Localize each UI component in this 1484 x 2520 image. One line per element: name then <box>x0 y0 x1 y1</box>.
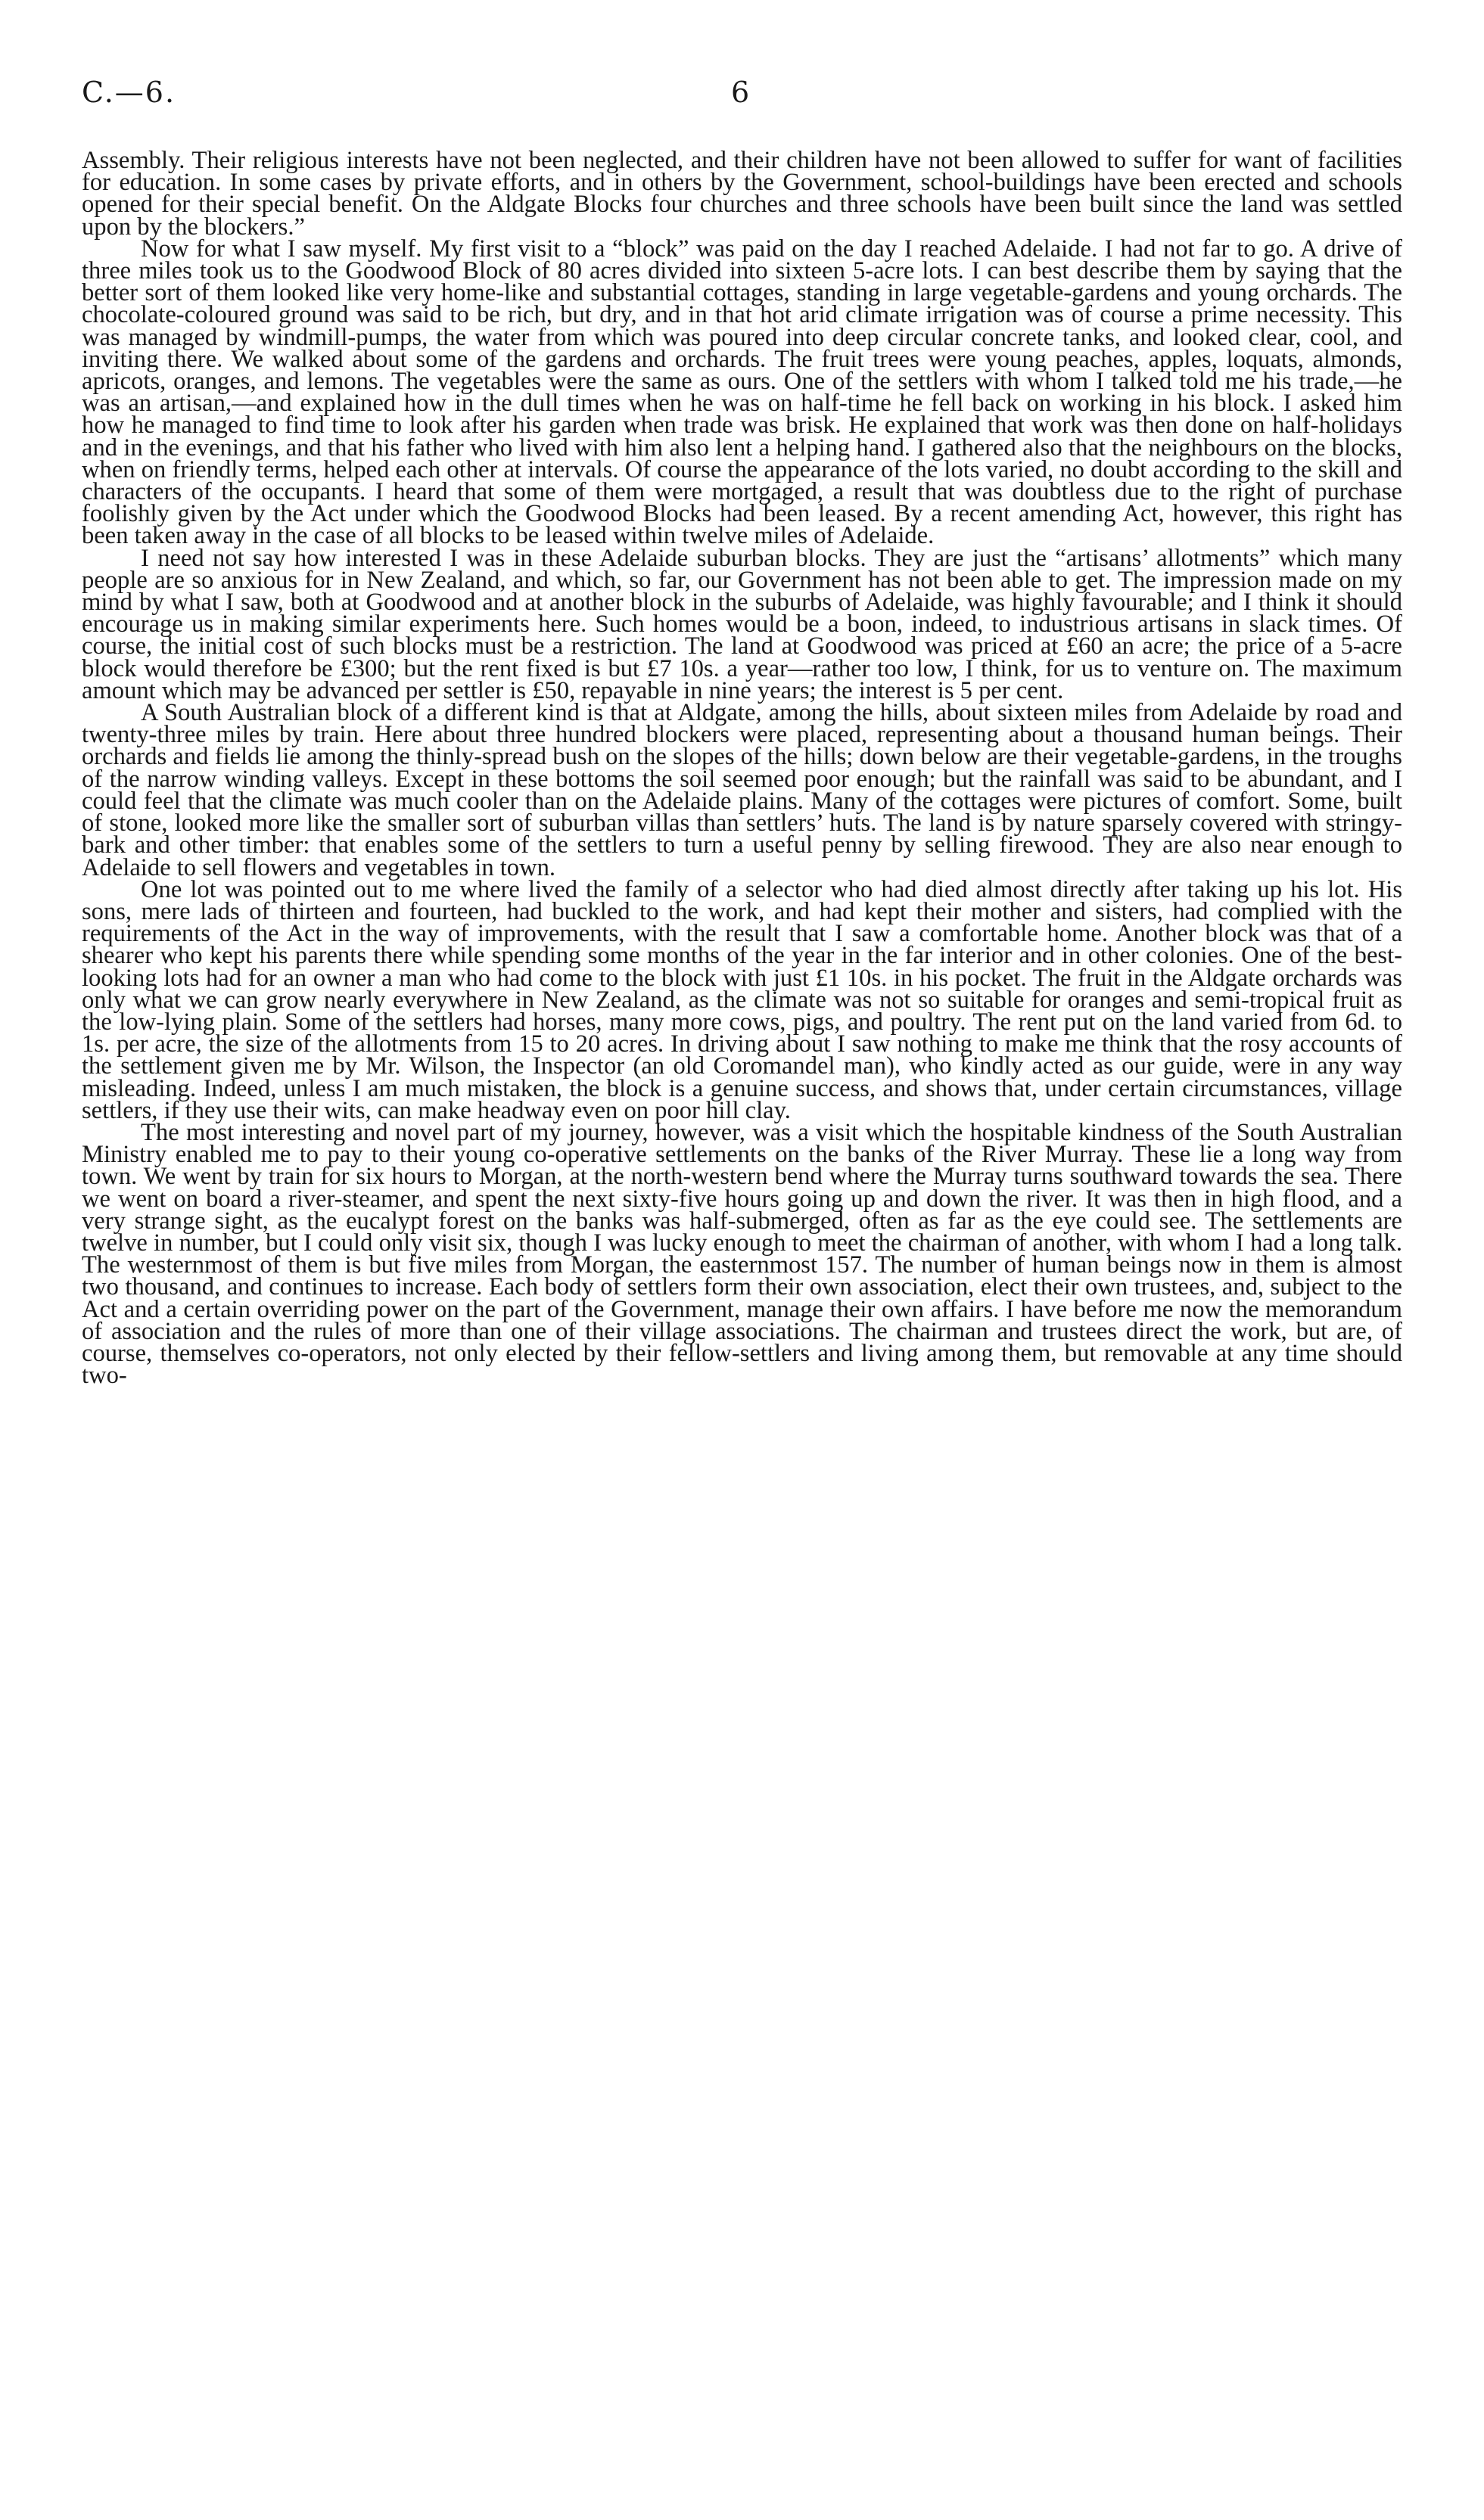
paragraph-aldgate-block: A South Australian block of a different kind is that at Aldgate, among the hills, about sixteen miles from Adelaide by road and twenty-three miles by train. Here about three hundred blockers were placed, representing about a thousand human beings. Their orchards and fields lie among the thinly-spread bush on the slopes of the hills; down below are their vegetable-gardens, in the troughs of the narrow winding valleys. Except in these bottoms the soil seemed poor enough; but the rainfall was said to be abundant, and I could feel that the climate was much cooler than on the Adelaide plains. Many of the cottages were pictures of comfort. Some, built of stone, looked more like the smaller sort of suburban villas than settlers’ huts. The land is by nature sparsely covered with stringy-bark and other timber: that enables some of the settlers to turn a useful penny by selling firewood. They are also near enough to Adelaide to sell flowers and vegetables in town. <box>82 699 1402 881</box>
paragraph-adelaide-blocks: I need not say how interested I was in these Adelaide suburban blocks. They are just the “artisans’ allotments” which many people are so anxious for in New Zealand, and which, so far, our Government has not been able to get. The impression made on my mind by what I saw, both at Goodwood and at another block in the suburbs of Adelaide, was highly favourable; and I think it should encourage us in making similar experiments here. Such homes would be a boon, indeed, to industrious artisans in slack times. Of course, the initial cost of such blocks must be a restriction. The land at Goodwood was priced at £60 an acre; the price of a 5-acre block would therefore be £300; but the rent fixed is but £7 10s. a year—rather too low, I think, for us to venture on. The maximum amount which may be advanced per settler is £50, repayable in nine years; the interest is 5 per cent. <box>82 544 1402 704</box>
paragraph-aldgate-lots: One lot was pointed out to me where lived the family of a selector who had died almost directly after taking up his lot. His sons, mere lads of thirteen and fourteen, had buckled to the work, and had kept their mother and sisters, had complied with the requirements of the Act in the way of improvements, with the result that I saw a comfortable home. Another block was that of a shearer who kept his parents there while spending some months of the year in the far interior and in other colonies. One of the best-looking lots had for an owner a man who had come to the block with just £1 10s. in his pocket. The fruit in the Aldgate orchards was only what we can grow nearly everywhere in New Zealand, as the climate was not so suitable for oranges and semi-tropical fruit as the low-lying plain. Some of the settlers had horses, many more cows, pigs, and poultry. The rent put on the land varied from 6d. to 1s. per acre, the size of the allotments from 15 to 20 acres. In driving about I saw nothing to make me think that the rosy accounts of the settlement given me by Mr. Wilson, the Inspector (an old Coromandel man), who kindly acted as our guide, were in any way misleading. Indeed, unless I am much mistaken, the block is a genuine success, and shows that, under certain circumstances, village settlers, if they use their wits, can make headway even on poor hill clay. <box>82 875 1402 1124</box>
page-number: 6 <box>731 76 750 109</box>
document-reference: C.—6. <box>82 76 176 109</box>
body-text <box>82 147 1402 1390</box>
page-header <box>82 76 1402 121</box>
paragraph-goodwood-visit: Now for what I saw myself. My first visit to a “block” was paid on the day I reached Adelaide. I had not far to go. A drive of three miles took us to the Goodwood Block of 80 acres divided into sixteen 5-acre lots. I can best describe them by saying that the better sort of them looked like very home-like and substantial cottages, standing in large vegetable-gardens and young orchards. The chocolate-coloured ground was said to be rich, but dry, and in that hot arid climate irrigation was of course a prime necessity. This was managed by windmill-pumps, the water from which was poured into deep circular concrete tanks, and looked clear, cool, and inviting there. We walked about some of the gardens and orchards. The fruit trees were young peaches, apples, loquats, almonds, apricots, oranges, and lemons. The vegetables were the same as ours. One of the settlers with whom I talked told me his trade,—he was an artisan,—and explained how in the dull times when he was on half-time he fell back on working in his block. I asked him how he managed to find time to look after his garden when trade was brisk. He explained that work was then done on half-holidays and in the evenings, and that his father who lived with him also lent a helping hand. I gathered also that the neighbours on the blocks, when on friendly terms, helped each other at intervals. Of course the appearance of the lots varied, no doubt according to the skill and characters of the occupants. I heard that some of them were mortgaged, a result that was doubtless due to the right of purchase foolishly given by the Act under which the Goodwood Blocks had been leased. By a recent amending Act, however, this right has been taken away in the case of all blocks to be leased within twelve miles of Adelaide. <box>82 235 1402 550</box>
paragraph-continuation: Assembly. Their religious interests have not been neglected, and their children have not been allowed to suffer for want of facilities for education. In some cases by private efforts, and in others by the Government, school-buildings have been erected and schools opened for their special benefit. On the Aldgate Blocks four churches and three schools have been built since the land was settled upon by the blockers.” <box>82 147 1402 241</box>
paragraph-murray-settlements: The most interesting and novel part of my journey, however, was a visit which the hospitable kindness of the South Australian Ministry enabled me to pay to their young co-operative settlements on the banks of the River Murray. These lie a long way from town. We went by train for six hours to Morgan, at the north-western bend where the Murray turns southward towards the sea. There we went on board a river-steamer, and spent the next sixty-five hours going up and down the river. It was then in high flood, and a very strange sight, as the eucalypt forest on the banks was half-submerged, often as far as the eye could see. The settlements are twelve in number, but I could only visit six, though I was lucky enough to meet the chairman of another, with whom I had a long talk. The westernmost of them is but five miles from Morgan, the easternmost 157. The number of human beings now in them is almost two thousand, and continues to increase. Each body of settlers form their own association, elect their own trustees, and, subject to the Act and a certain overriding power on the part of the Government, manage their own affairs. I have before me now the memorandum of association and the rules of more than one of their village associations. The chairman and trustees direct the work, but are, of course, themselves co-operators, not only elected by their fellow-settlers and living among them, but removable at any time should two- <box>82 1118 1402 1390</box>
